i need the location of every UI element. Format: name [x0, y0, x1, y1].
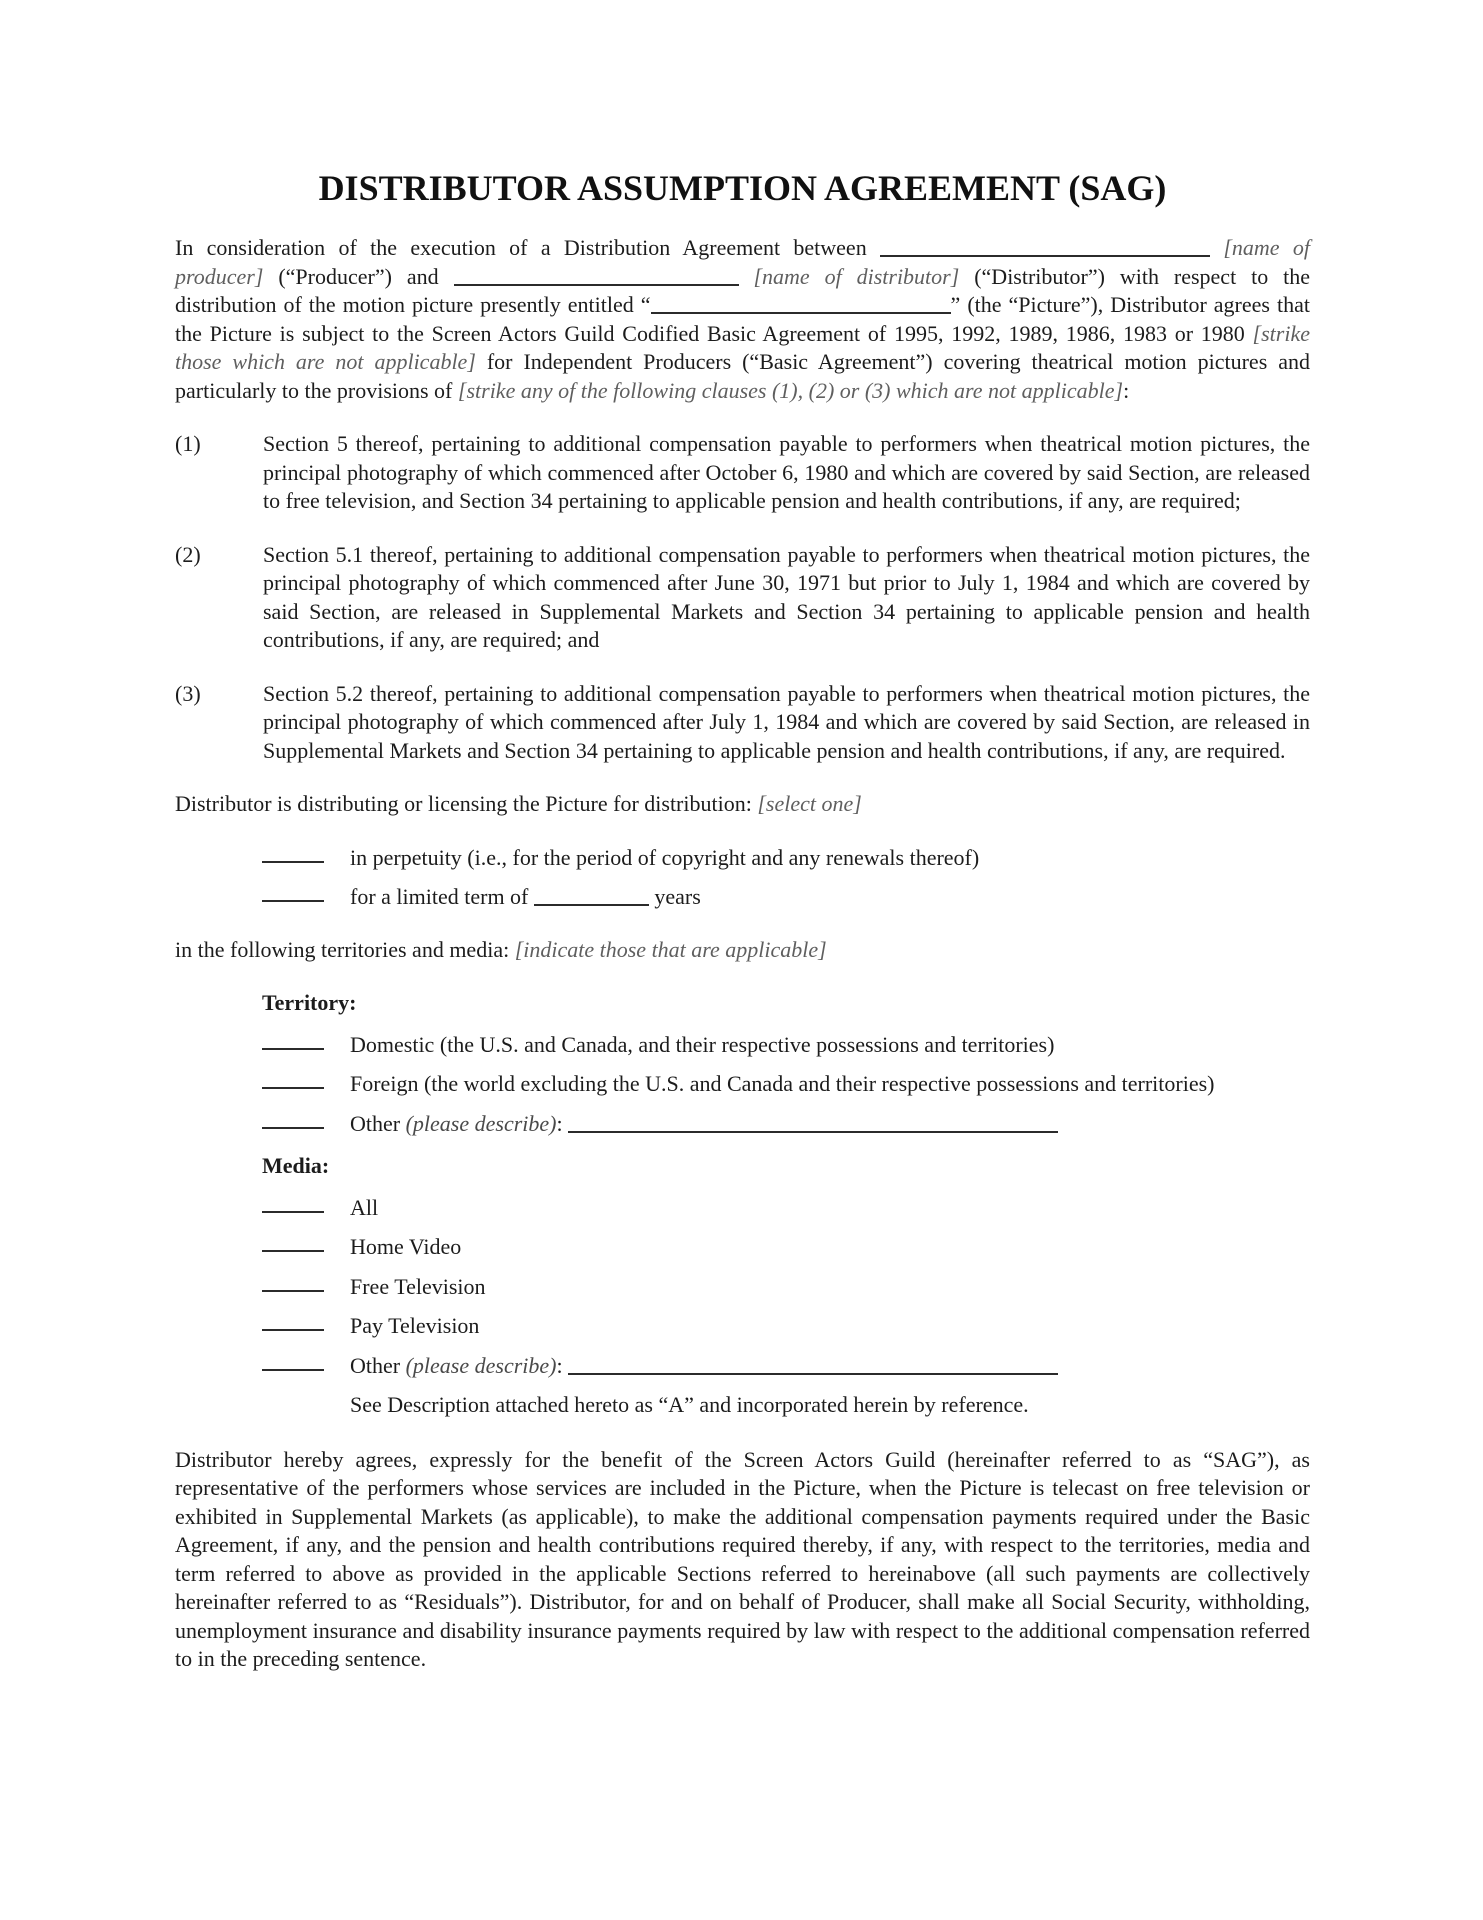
body-text: Free Television: [350, 1273, 486, 1299]
document-title: DISTRIBUTOR ASSUMPTION AGREEMENT (SAG): [318, 168, 1167, 208]
checkbox-blank-line: [262, 1314, 324, 1331]
clause-3-text: [263, 680, 1310, 766]
body-text: :: [556, 1352, 569, 1378]
clause-2: [175, 541, 1310, 655]
fill-in-blank-line: [651, 291, 951, 314]
territory-row-foreign: [175, 1070, 1310, 1099]
territory-foreign-blank-cell: [175, 1070, 350, 1099]
media-home-video-blank-cell: [175, 1233, 350, 1262]
fill-in-blank-line: [454, 263, 739, 286]
body-text: [739, 264, 754, 289]
territory-row-other: [175, 1110, 1310, 1139]
media-row-pay-television: [175, 1312, 1310, 1341]
fill-in-blank-line: [880, 234, 1210, 257]
option-row-perpetuity: [175, 844, 1310, 873]
body-text: in the following territories and media:: [175, 936, 515, 962]
media-free-television-blank-cell: [175, 1273, 350, 1302]
checkbox-blank-line: [262, 1072, 324, 1089]
territories-lead: [175, 936, 1310, 965]
option-perpetuity-blank-cell: [175, 844, 350, 873]
option-limited-term-blank-cell: [175, 883, 350, 912]
body-text: Other: [350, 1110, 406, 1136]
territory-foreign-label: [350, 1070, 1310, 1099]
body-text: in perpetuity (i.e., for the period of copyright and any renewals thereof): [350, 844, 980, 870]
body-text: Section 5.1 thereof, pertaining to additional compensation payable to performers when theatrical motion pictures, the principal photography of which commenced after June 30, 1971 but prior to July 1, 1984 and which are covered by said Section, are released in Supplemental Markets and Section 34 pertaining to applicable pension and health contributions, if any, are required; and: [263, 541, 1310, 652]
territory-domestic-blank-cell: [175, 1031, 350, 1060]
media-row-all: [175, 1194, 1310, 1223]
body-text: (“Distributor”) with respect to the distribution of the motion picture presently entitled “: [175, 263, 1310, 317]
territory-heading: Territory:: [262, 990, 357, 1015]
media-pay-television-label: [350, 1312, 1310, 1341]
body-text: See Description attached hereto as “A” and incorporated herein by reference.: [350, 1392, 1029, 1417]
media-heading: Media:: [262, 1153, 330, 1178]
media-all-label: [350, 1194, 1310, 1223]
instruction-text: [name of producer]: [175, 235, 1311, 289]
clause-1: [175, 430, 1310, 516]
option-perpetuity-label: [350, 844, 1310, 873]
media-all-blank-cell: [175, 1194, 350, 1223]
body-text: :: [556, 1110, 569, 1136]
instruction-text: [name of distributor]: [753, 263, 960, 289]
checkbox-blank-line: [262, 885, 324, 902]
intro-paragraph: [175, 234, 1310, 405]
instruction-text: [select one]: [757, 791, 862, 816]
body-text: Pay Television: [350, 1313, 480, 1338]
body-text: (“Producer”) and: [263, 263, 454, 289]
checkbox-blank-line: [262, 1196, 324, 1213]
body-text: Section 5 thereof, pertaining to additional compensation payable to performers when theatrical motion pictures, the principal photography of which commenced after October 6, 1980 and which are covered by said Section, are released to free television, and Section 34 pertaining to applicable pension and health contributions, if any, are required;: [263, 431, 1310, 513]
body-text: In consideration of the execution of a Distribution Agreement between: [175, 235, 881, 260]
clause-3-number: (3): [175, 680, 201, 706]
territory-other-label: [350, 1110, 1310, 1139]
body-text: years: [648, 884, 701, 909]
body-text: for a limited term of: [350, 884, 534, 909]
body-text: for Independent Producers (“Basic Agreement”) covering theatrical motion pictures and particularly to the provisions of: [175, 349, 1310, 403]
territory-row-domestic: [175, 1031, 1310, 1060]
clause-1-text: [263, 430, 1310, 516]
distribution-lead: [175, 790, 1310, 819]
option-limited-term-label: [350, 883, 1310, 912]
media-note-row: [175, 1391, 1310, 1420]
media-home-video-label: [350, 1233, 1310, 1262]
media-pay-television-blank-cell: [175, 1312, 350, 1341]
checkbox-blank-line: [262, 1033, 324, 1050]
clause-3: [175, 680, 1310, 766]
body-text: Distributor is distributing or licensing the Picture for distribution:: [175, 791, 758, 816]
territory-other-blank-cell: [175, 1110, 350, 1139]
territory-domestic-label: [350, 1031, 1310, 1060]
body-text: Domestic (the U.S. and Canada, and their respective possessions and territories): [350, 1031, 1055, 1057]
body-text: [1210, 235, 1223, 260]
checkbox-blank-line: [262, 1112, 324, 1129]
media-row-free-television: [175, 1273, 1310, 1302]
fill-in-blank-line: [568, 1352, 1058, 1375]
option-row-limited-term: [175, 883, 1310, 912]
fill-in-blank-line: [534, 883, 649, 906]
body-text: Section 5.2 thereof, pertaining to additional compensation payable to performers when theatrical motion pictures, the principal photography of which commenced after July 1, 1984 and which are covered by said Section, are released in Supplemental Markets and Section 34 pertaining to applicable pension and health contributions, if any, are required.: [263, 680, 1310, 763]
instruction-text: (please describe): [405, 1352, 557, 1378]
checkbox-blank-line: [262, 1354, 324, 1371]
instruction-text: (please describe): [405, 1110, 557, 1136]
instruction-text: [strike those which are not applicable]: [175, 320, 1310, 374]
body-text: All: [350, 1194, 379, 1220]
body-text: Foreign (the world excluding the U.S. and Canada and their respective possessions and territories): [350, 1071, 1215, 1096]
clause-2-text: [263, 541, 1310, 655]
media-other-label: [350, 1352, 1310, 1381]
instruction-text: [strike any of the following clauses (1), (2) or (3) which are not applicable]: [457, 377, 1124, 403]
checkbox-blank-line: [262, 1275, 324, 1292]
media-free-television-label: [350, 1273, 1310, 1302]
body-text: :: [1123, 377, 1130, 403]
media-note-text: [350, 1391, 1310, 1420]
media-note-empty-cell: [175, 1391, 350, 1420]
body-text: ” (the “Picture”), Distributor agrees that the Picture is subject to the Screen Actors Guild Codified Basic Agreement of 1995, 1992, 1989, 1986, 1983 or 1980: [175, 292, 1310, 346]
checkbox-blank-line: [262, 1235, 324, 1252]
fill-in-blank-line: [568, 1110, 1058, 1133]
checkbox-blank-line: [262, 846, 324, 863]
media-row-other: [175, 1352, 1310, 1381]
instruction-text: [indicate those that are applicable]: [514, 936, 827, 962]
body-text: Home Video: [350, 1234, 462, 1259]
clause-2-number: (2): [175, 541, 201, 567]
media-row-home-video: [175, 1233, 1310, 1262]
clause-1-number: (1): [175, 431, 201, 456]
media-other-blank-cell: [175, 1352, 350, 1381]
body-text: Distributor hereby agrees, expressly for the benefit of the Screen Actors Guild (hereinafter referred to as “SAG”), as representative of the performers whose services are included in the Picture, when the Picture is telecast on free television or exhibited in Supplemental Markets (as applicable), to make the additional compensation payments required under the Basic Agreement, if any, and the pension and health contributions required thereby, if any, with respect to the territories, media and term referred to above as provided in the applicable Sections referred to hereinabove (all such payments are collectively hereinafter referred to as “Residuals”). Distributor, for and on behalf of Producer, shall make all Social Security, withholding, unemployment insurance and disability insurance payments required by law with respect to the additional compensation referred to in the preceding sentence.: [175, 1446, 1310, 1671]
body-text: Other: [350, 1352, 406, 1378]
closing-paragraph: [175, 1446, 1310, 1674]
